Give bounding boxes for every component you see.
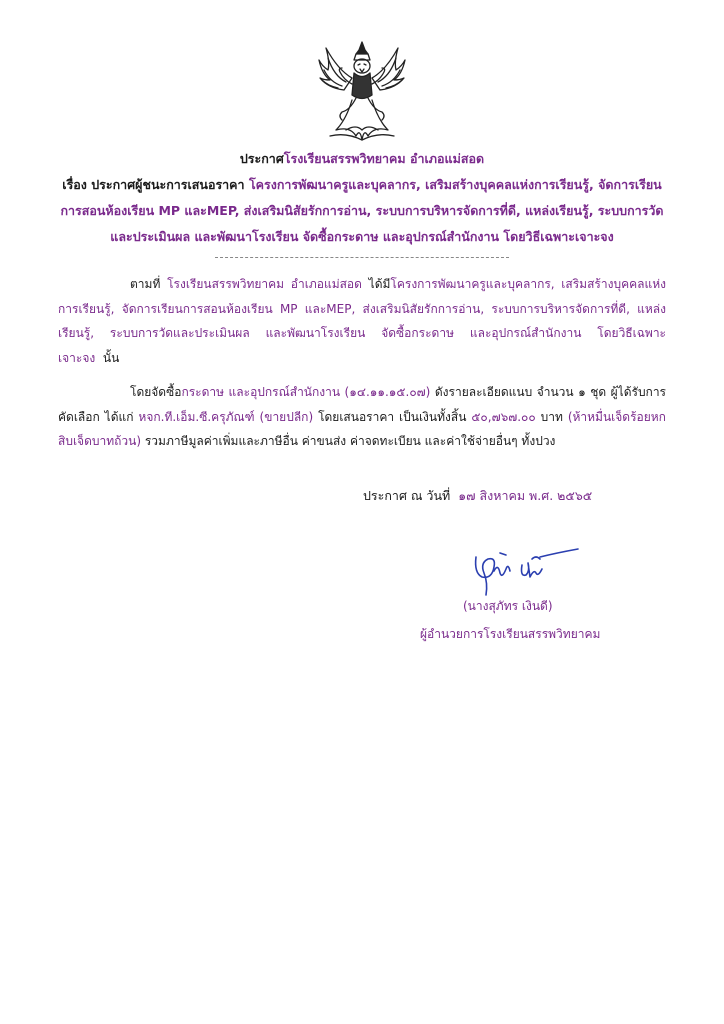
heading-prefix: ประกาศ <box>239 151 284 166</box>
p2-amount-words: (ห้าหมื่นเจ็ดร้อยหกสิบเจ็ดบาทถ้วน) <box>58 409 666 448</box>
p2-lead: โดยจัดซื้อ <box>130 385 182 399</box>
p2-tail: รวมภาษีมูลค่าเพิ่มและภาษีอื่น ค่าขนส่ง ค่าจดทะเบียน และค่าใช้จ่ายอื่นๆ ทั้งปวง <box>144 434 556 448</box>
p2-baht: บาท <box>540 409 563 424</box>
subject-block <box>58 172 666 250</box>
signer-name: (นางสุภัทร เงินดี) <box>463 599 553 613</box>
p2-item: กระดาษ และอุปกรณ์สำนักงาน (๑๔.๑๑.๑๕.๐๗) <box>181 385 431 399</box>
p1-school: โรงเรียนสรรพวิทยาคม อำเภอแม่สอด <box>167 277 362 291</box>
p2-amount: ๕๐,๗๖๗.๐๐ <box>471 409 536 424</box>
paragraph-project <box>58 272 666 370</box>
dashed-divider <box>215 257 509 258</box>
p2-vendor: หจก.ที.เอ็ม.ซี.ครุภัณฑ์ (ขายปลีก) <box>138 409 314 424</box>
heading-school: โรงเรียนสรรพวิทยาคม อำเภอแม่สอด <box>283 151 485 166</box>
subject-text: โครงการพัฒนาครูและบุคลากร, เสริมสร้างบุคคลแห่งการเรียนรู้, จัดการเรียนการสอนห้องเรียน MP และMEP, ส่งเสริมนิสัยรักการอ่าน, ระบบการบริหารจัดการที่ดี, แหล่งเรียนรู้, ระบบการวัดและประเมินผล และพัฒนาโรงเรียน จัดซื้อกระดาษ และอุปกรณ์สำนักงาน โดยวิธีเฉพาะเจาะจง <box>60 177 664 244</box>
p2-price-lead: โดยเสนอราคา เป็นเงินทั้งสิ้น <box>318 409 467 424</box>
garuda-emblem <box>316 40 408 144</box>
signer-title: ผู้อำนวยการโรงเรียนสรรพวิทยาคม <box>420 627 601 641</box>
p1-lead: ตามที่ <box>130 277 161 291</box>
p1-project: โครงการพัฒนาครูและบุคลากร, เสริมสร้างบุคคลแห่งการเรียนรู้, จัดการเรียนการสอนห้องเรียน MP และMEP, ส่งเสริมนิสัยรักการอ่าน, ระบบการบริหารจัดการที่ดี, แหล่งเรียนรู้, ระบบการวัดและประเมินผล และพัฒนาโรงเรียน จัดซื้อกระดาษ และอุปกรณ์สำนักงาน โดยวิธีเฉพาะเจาะจง <box>58 277 666 365</box>
announcement-date-line <box>363 486 592 506</box>
p2-detail: ดังรายละเอียดแนบ จำนวน ๑ ชุด ผู้ได้รับการคัดเลือก ได้แก่ <box>58 385 667 424</box>
paragraph-winner <box>58 380 666 454</box>
p1-has: ได้มี <box>368 277 391 291</box>
announce-date: ๑๗ สิงหาคม พ.ศ. ๒๕๖๕ <box>458 488 593 503</box>
announcement-heading <box>40 146 684 172</box>
p1-end: นั้น <box>102 350 120 365</box>
announce-prefix: ประกาศ ณ วันที่ <box>363 488 451 503</box>
subject-label: เรื่อง ประกาศผู้ชนะการเสนอราคา <box>62 177 245 192</box>
handwritten-signature <box>470 543 582 597</box>
